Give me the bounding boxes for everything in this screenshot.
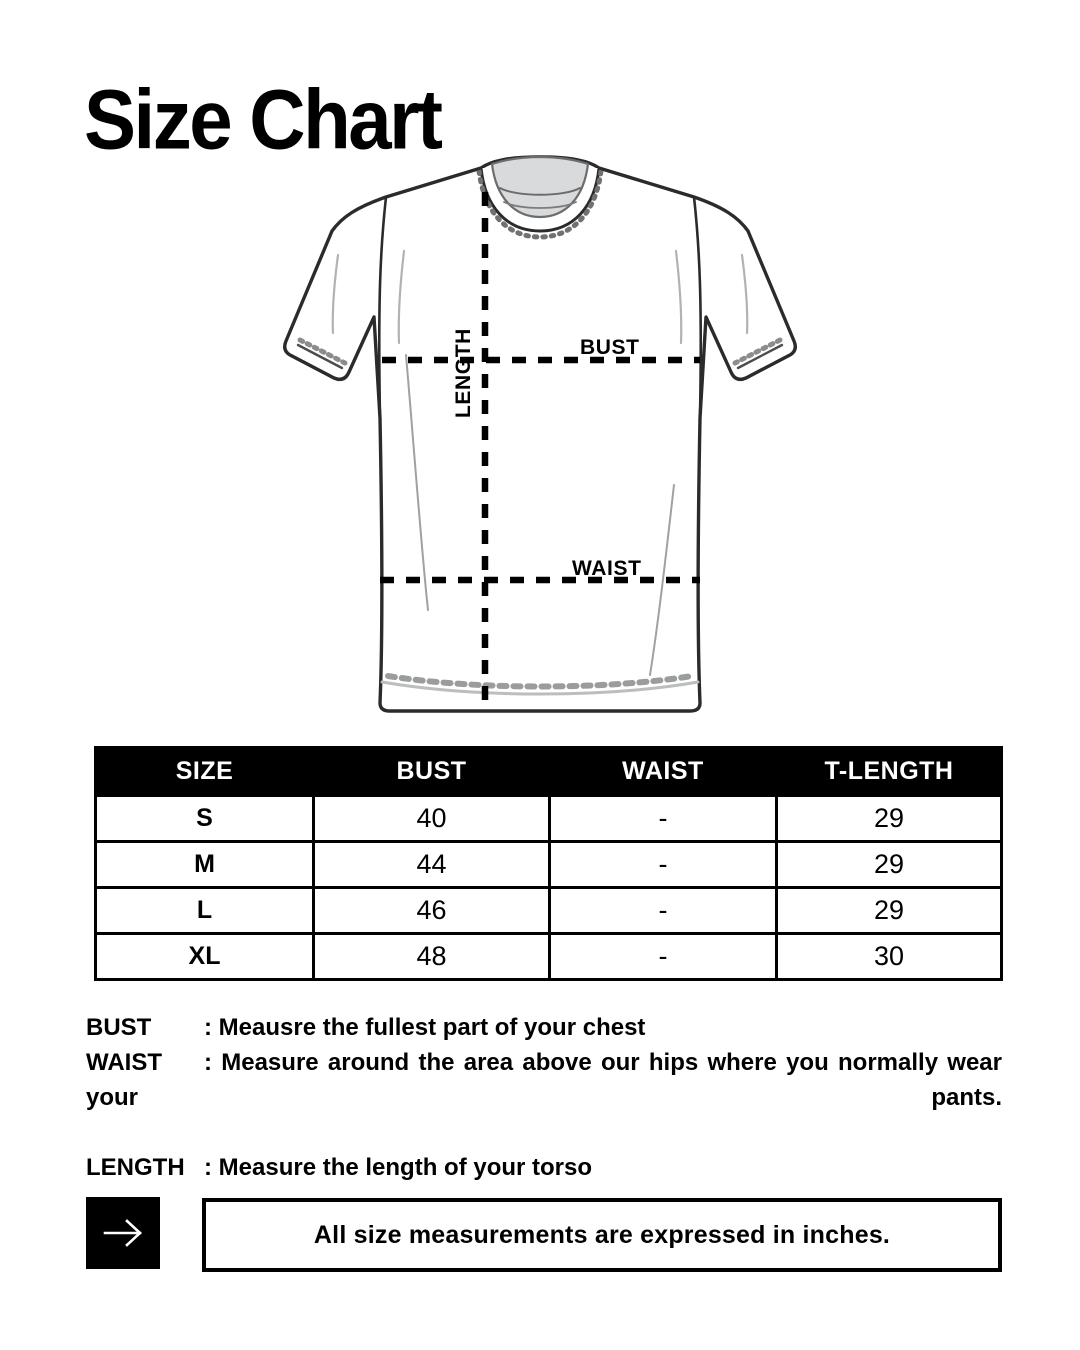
- cell-bust: 40: [314, 796, 550, 842]
- table-header-row: [96, 748, 1002, 796]
- size-table: [94, 746, 1003, 981]
- page-title: Size Chart: [84, 72, 441, 168]
- table-row: [96, 796, 1002, 842]
- description-term-waist: WAIST: [86, 1049, 162, 1076]
- measurement-descriptions: [86, 1010, 1002, 1185]
- column-header-waist: WAIST: [550, 748, 777, 796]
- table-row: [96, 934, 1002, 980]
- arrow-right-glyph: [102, 1218, 144, 1248]
- description-term-bust: BUST: [86, 1014, 152, 1041]
- cell-size: S: [96, 796, 314, 842]
- cell-waist: -: [550, 796, 777, 842]
- arrow-right-icon: [86, 1197, 160, 1269]
- cell-waist: -: [550, 842, 777, 888]
- cell-waist: -: [550, 934, 777, 980]
- cell-tlength: 30: [777, 934, 1002, 980]
- description-text-length: : Measure the length of your torso: [204, 1154, 593, 1181]
- cell-size: L: [96, 888, 314, 934]
- table-row: [96, 888, 1002, 934]
- description-term-length: LENGTH: [86, 1154, 185, 1181]
- cell-waist: -: [550, 888, 777, 934]
- waist-label: WAIST: [572, 557, 642, 580]
- cell-tlength: 29: [777, 888, 1002, 934]
- length-label: LENGTH: [452, 328, 475, 418]
- footer-note: [86, 1197, 1002, 1269]
- description-text-waist: : Measure around the area above our hips where you normally wear your pants.: [86, 1049, 1002, 1111]
- table-row: [96, 842, 1002, 888]
- tshirt-body-outline: [285, 157, 796, 711]
- description-length: [86, 1150, 1002, 1185]
- description-bust: [86, 1010, 1002, 1045]
- tshirt-diagram-svg: [276, 155, 804, 735]
- cell-bust: 44: [314, 842, 550, 888]
- cell-bust: 48: [314, 934, 550, 980]
- column-header-bust: BUST: [314, 748, 550, 796]
- description-waist: [86, 1045, 1002, 1150]
- note-text: All size measurements are expressed in inches.: [313, 1220, 891, 1249]
- cell-size: M: [96, 842, 314, 888]
- column-header-size: SIZE: [96, 748, 314, 796]
- column-header-tlength: T-LENGTH: [777, 748, 1002, 796]
- cell-tlength: 29: [777, 842, 1002, 888]
- cell-tlength: 29: [777, 796, 1002, 842]
- note-box: [202, 1198, 1002, 1272]
- cell-bust: 46: [314, 888, 550, 934]
- tshirt-illustration: [276, 155, 804, 735]
- bust-label: BUST: [580, 336, 640, 359]
- cell-size: XL: [96, 934, 314, 980]
- description-text-bust: : Meausre the fullest part of your chest: [204, 1014, 646, 1041]
